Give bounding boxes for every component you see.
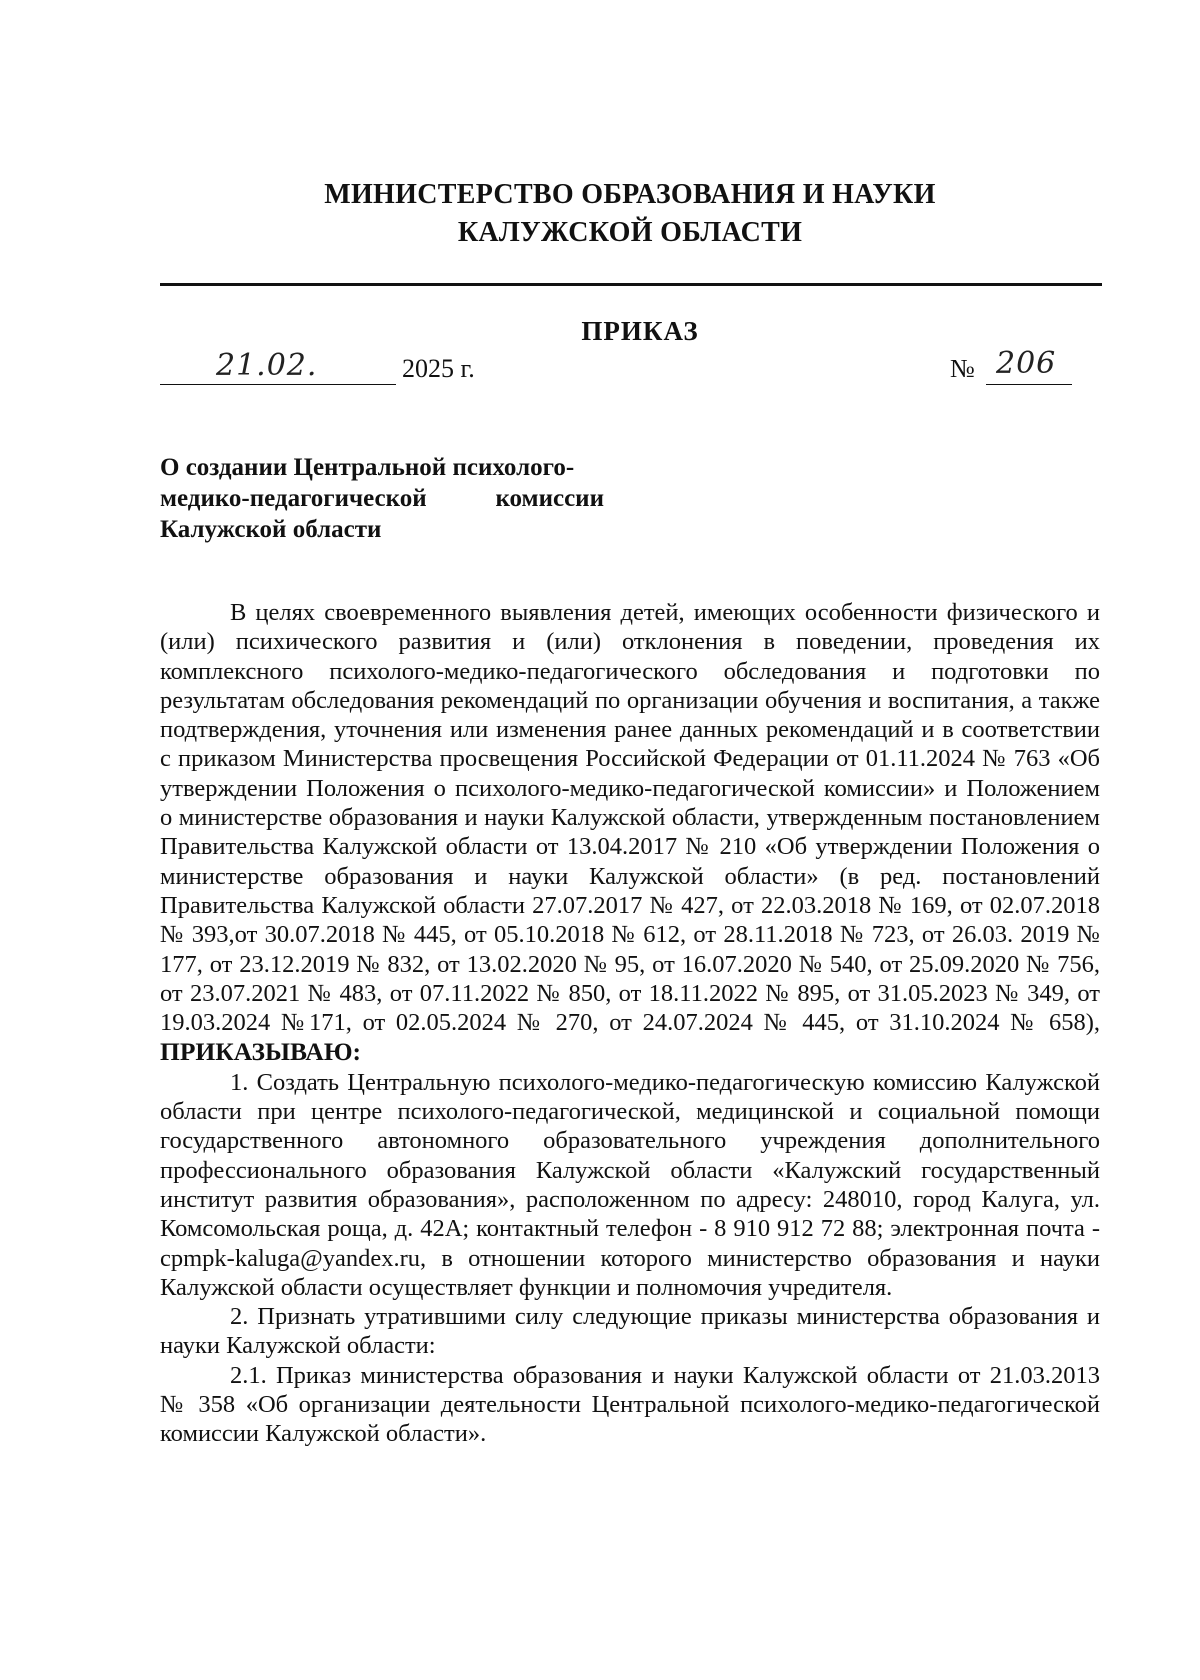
- handwritten-date: 21.02.: [216, 348, 318, 383]
- subject-line: [160, 483, 604, 514]
- handwritten-order-number: 206: [996, 346, 1057, 381]
- order-number-label: №: [950, 354, 975, 383]
- item-2-paragraph: 2. Признать утратившими силу следующие приказы министерства образования и науки Калужской области:: [160, 1303, 1100, 1360]
- item-2-1-paragraph: 2.1. Приказ министерства образования и науки Калужской области от 21.03.2013 № 358 «Об организации деятельности Центральной психолого-медико-педагогической комиссии Калужской области».: [160, 1361, 1100, 1448]
- item-1-paragraph: 1. Создать Центральную психолого-медико-педагогическую комиссию Калужской области при центре психолого-педагогической, медицинской и социальной помощи государственного автономного образовательного учреждения дополнительного профессионального образования Калужской области «Калужский государственный институт развития образования», расположенном по адресу: 248010, город Калуга, ул. Комсомольская роща, д. 42А; контактный телефон - 8 910 912 72 88; электронная почта - cpmpk-kaluga@yandex.ru, в отношении которого министерство образования и науки Калужской области осуществляет функции и полномочия учредителя.: [160, 1068, 1100, 1301]
- subject-line2-right: комиссии: [495, 485, 604, 512]
- subject-line: О создании Центральной психолого-: [160, 454, 575, 481]
- ministry-name-line2: КАЛУЖСКОЙ ОБЛАСТИ: [457, 217, 803, 248]
- order-year: 2025 г.: [402, 354, 475, 383]
- number-underline: [986, 384, 1072, 385]
- order-body: [160, 598, 1100, 1449]
- ministry-name-line1: МИНИСТЕРСТВО ОБРАЗОВАНИЯ И НАУКИ: [324, 179, 936, 210]
- order-date-number-row: [160, 346, 1100, 394]
- header-divider: [160, 283, 1102, 286]
- ministry-header: [160, 176, 1100, 252]
- order-subject: [160, 452, 604, 545]
- subject-line: Калужской области: [160, 516, 382, 543]
- date-underline: [160, 384, 396, 385]
- preamble-paragraph: [160, 598, 1100, 1068]
- order-word: ПРИКАЗЫВАЮ:: [160, 1037, 362, 1067]
- preamble-text: В целях своевременного выявления детей, имеющих особенности физического и (или) психического развития и (или) отклонения в поведении, проведения их комплексного психолого-медико-педагогического обследования и подготовки по результатам обследования рекомендаций по организации обучения и воспитания, а также подтверждения, уточнения или изменения ранее данных рекомендаций и в соответствии с приказом Министерства просвещения Российской Федерации от 01.11.2024 № 763 «Об утверждении Положения о психолого-медико-педагогической комиссии» и Положением о министерстве образования и науки Калужской области, утвержденным постановлением Правительства Калужской области от 13.04.2017 № 210 «Об утверждении Положения о министерстве образования и науки Калужской области» (в ред. постановлений Правительства Калужской области 27.07.2017 № 427, от 22.03.2018 № 169, от 02.07.2018 № 393,от 30.07.2018 № 445, от 05.10.2018 № 612, от 28.11.2018 № 723, от 26.03. 2019 № 177, от 23.12.2019 № 832, от 13.02.2020 № 95, от 16.07.2020 № 540, от 25.09.2020 № 756, от 23.07.2021 № 483, от 07.11.2022 № 850, от 18.11.2022 № 895, от 31.05.2023 № 349, от 19.03.2024 №171, от 02.05.2024 № 270, от 24.07.2024 № 445, от 31.10.2024 № 658),: [160, 599, 1100, 1037]
- order-title: ПРИКАЗ: [581, 316, 699, 346]
- subject-line2-left: медико-педагогической: [160, 485, 427, 512]
